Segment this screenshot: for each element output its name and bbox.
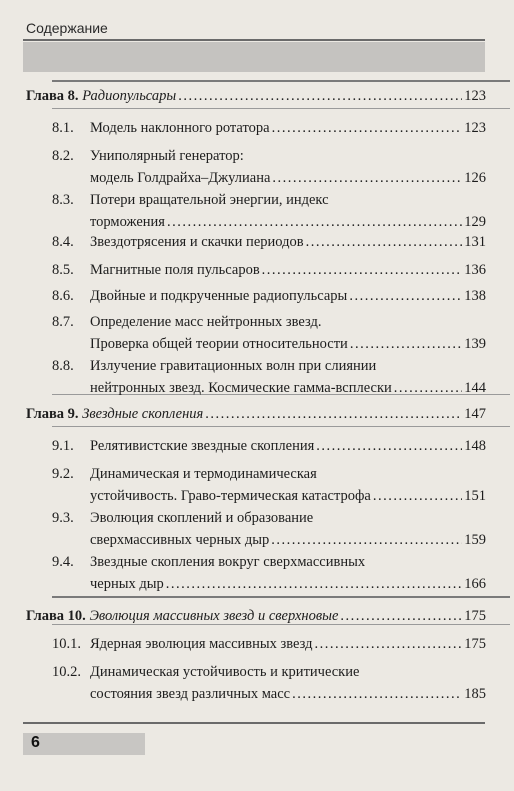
toc-section[interactable]	[26, 510, 486, 553]
section-number: 8.3.	[52, 192, 74, 208]
page-ref: 151	[464, 487, 486, 504]
chapter-title: Звездные скопления	[82, 406, 204, 422]
page-ref: 138	[464, 288, 486, 304]
section-title-line: устойчивость. Граво-термическая катастрофа	[90, 487, 371, 504]
toc-section[interactable]	[26, 438, 486, 460]
section-title-line: Ядерная эволюция массивных звезд	[90, 636, 313, 652]
section-title-line: Динамическая устойчивость и критические	[90, 664, 360, 680]
section-number: 8.5.	[52, 262, 74, 278]
header-band	[23, 42, 485, 72]
section-title-line: Звездотрясения и скачки периодов	[90, 234, 304, 250]
section-title-line: нейтронных звезд. Космические гамма-всплески	[90, 379, 392, 396]
chapter-label: Глава 10.	[26, 608, 86, 624]
section-number: 10.2.	[52, 664, 81, 680]
section-title-line: Двойные и подкрученные радиопульсары	[90, 288, 348, 304]
running-header-title: Содержание	[26, 20, 108, 36]
section-title-line: Излучение гравитационных волн при слиянии	[90, 358, 377, 374]
leader-dots	[306, 234, 463, 251]
leader-dots	[349, 288, 462, 305]
leader-dots	[167, 214, 462, 231]
toc-separator	[52, 108, 510, 109]
section-title-line: модель Голдрайха–Джулиана	[90, 169, 271, 186]
page-ref: 129	[464, 213, 486, 230]
section-number: 9.4.	[52, 554, 74, 570]
section-title-line: черных дыр	[90, 575, 164, 592]
leader-dots	[166, 576, 463, 593]
toc-chapter[interactable]	[26, 88, 486, 108]
page-ref: 123	[464, 88, 486, 104]
section-number: 8.7.	[52, 314, 74, 330]
toc-section[interactable]	[26, 148, 486, 191]
chapter-label: Глава 8.	[26, 88, 79, 104]
section-title-line: сверхмассивных черных дыр	[90, 531, 270, 548]
section-title-line: торможения	[90, 213, 165, 230]
section-title-line: состояния звезд различных масс	[90, 685, 291, 702]
page-ref: 185	[464, 685, 486, 702]
section-title-line: Релятивистские звездные скопления	[90, 438, 315, 454]
footer-rule	[23, 722, 485, 724]
section-title-line: Эволюция скоплений и образование	[90, 510, 314, 526]
leader-dots	[394, 380, 462, 397]
section-title-line: Звездные скопления вокруг сверхмассивных	[90, 554, 366, 570]
page-ref: 123	[464, 120, 486, 136]
page-ref: 126	[464, 169, 486, 186]
toc-section[interactable]	[26, 120, 486, 142]
section-title-line: Модель наклонного ротатора	[90, 120, 270, 136]
section-title-line: Потери вращательной энергии, индекс	[90, 192, 329, 208]
page-ref: 175	[464, 608, 486, 624]
leader-dots	[340, 608, 462, 625]
toc-section[interactable]	[26, 358, 486, 401]
chapter-label: Глава 9.	[26, 406, 79, 422]
section-title-line: Определение масс нейтронных звезд.	[90, 314, 322, 330]
toc-section[interactable]	[26, 288, 486, 310]
section-number: 8.1.	[52, 120, 74, 136]
section-number: 9.2.	[52, 466, 74, 482]
header-rule	[23, 39, 485, 41]
leader-dots	[262, 262, 463, 279]
chapter-title: Радиопульсары	[82, 88, 177, 104]
section-title-line: Униполярный генератор:	[90, 148, 244, 164]
page-ref: 159	[464, 531, 486, 548]
toc-section[interactable]	[26, 192, 486, 235]
leader-dots	[178, 88, 462, 105]
section-number: 9.3.	[52, 510, 74, 526]
leader-dots	[271, 532, 462, 549]
leader-dots	[205, 406, 462, 423]
page-ref: 175	[464, 636, 486, 652]
toc-section[interactable]	[26, 664, 486, 707]
toc-chapter[interactable]	[26, 406, 486, 426]
toc-section[interactable]	[26, 466, 486, 509]
chapter-title: Эволюция массивных звезд и сверхновые	[89, 608, 339, 624]
section-number: 8.8.	[52, 358, 74, 374]
leader-dots	[316, 438, 462, 455]
leader-dots	[292, 686, 462, 703]
toc-section[interactable]	[26, 262, 486, 284]
toc-section[interactable]	[26, 554, 486, 597]
section-number: 8.6.	[52, 288, 74, 304]
toc-separator	[52, 426, 510, 427]
section-title-line: Магнитные поля пульсаров	[90, 262, 260, 278]
leader-dots	[314, 636, 462, 653]
section-title-line: Проверка общей теории относительности	[90, 335, 348, 352]
leader-dots	[350, 336, 462, 353]
toc-section[interactable]	[26, 234, 486, 256]
toc-section[interactable]	[26, 314, 486, 357]
footer-band	[23, 733, 145, 755]
page-number: 6	[31, 734, 40, 751]
leader-dots	[373, 488, 462, 505]
page-ref: 139	[464, 335, 486, 352]
toc-separator	[52, 80, 510, 82]
page-ref: 148	[464, 438, 486, 454]
section-number: 9.1.	[52, 438, 74, 454]
page-ref: 144	[464, 379, 486, 396]
toc-chapter[interactable]	[26, 608, 486, 628]
toc-section[interactable]	[26, 636, 486, 658]
page-ref: 131	[464, 234, 486, 250]
section-title-line: Динамическая и термодинамическая	[90, 466, 317, 482]
leader-dots	[272, 170, 462, 187]
page-ref: 166	[464, 575, 486, 592]
section-number: 8.4.	[52, 234, 74, 250]
leader-dots	[272, 120, 463, 137]
page-ref: 147	[464, 406, 486, 422]
section-number: 10.1.	[52, 636, 81, 652]
section-number: 8.2.	[52, 148, 74, 164]
page-ref: 136	[464, 262, 486, 278]
